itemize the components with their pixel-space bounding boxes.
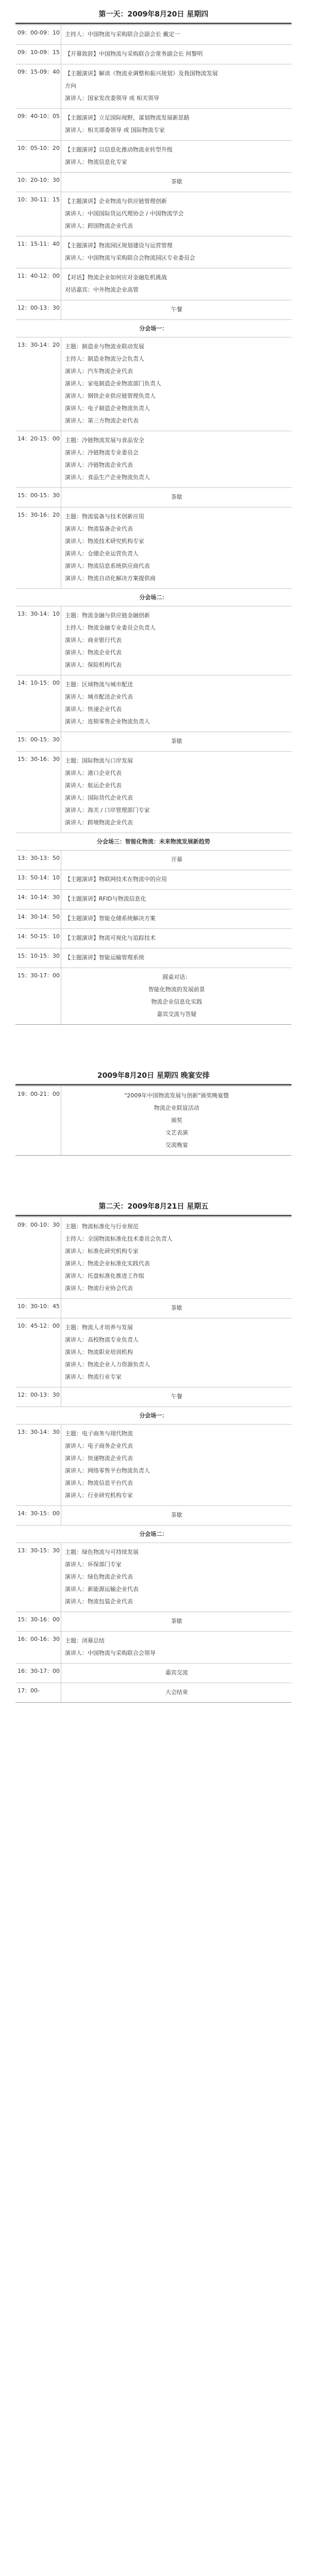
row-content <box>65 434 288 484</box>
row-time: 16：30-17：00 <box>18 1668 60 1674</box>
row-line: 演讲人：连锁零售企业物流负责人 <box>65 718 150 725</box>
row-line: 主题：闭幕总结 <box>65 1637 105 1644</box>
row-line: 演讲人：食品生产企业物流负责人 <box>65 474 150 481</box>
row-content <box>65 609 288 671</box>
row-content <box>65 303 288 316</box>
row-line: 演讲人：保险机构代表 <box>65 662 122 668</box>
row-line: 大会结束 <box>165 1689 188 1696</box>
row-line: 演讲人：网络零售平台物流负责人 <box>65 1467 150 1474</box>
row-line: 茶歇 <box>171 178 182 185</box>
day1-b-row <box>15 751 291 833</box>
day2-row <box>15 1217 291 1298</box>
day2-row <box>15 1387 291 1406</box>
row-line: 演讲人：相关部委领导 或 国际物流专家 <box>65 127 165 133</box>
row-content <box>65 873 288 886</box>
row-time: 09：10-09：15 <box>18 49 60 56</box>
row-line: 演讲人：汽车物流企业代表 <box>65 368 133 375</box>
row-content <box>65 511 288 585</box>
row-line: 智能化物流的发展前景 <box>148 986 205 993</box>
row-line: 演讲人：物流企业标准化实践代表 <box>65 1260 150 1267</box>
row-time: 16：00-16：30 <box>18 1636 60 1642</box>
row-line: 演讲人：物流自动化解决方案提供商 <box>65 575 156 582</box>
row-line: 演讲人：冷链物流企业代表 <box>65 462 133 468</box>
row-line: 演讲人：物流信息系统供应商代表 <box>65 563 150 569</box>
row-time: 15：00-15：30 <box>18 736 60 743</box>
section-bottom-rule <box>15 1024 291 1025</box>
row-time: 15：30-17：00 <box>18 972 60 979</box>
row-line: 主题：物流人才培养与发展 <box>65 1324 133 1331</box>
row-content <box>65 1686 288 1699</box>
day1-title-rule <box>15 23 291 24</box>
row-line: 演讲人：托盘标准化推进工作组 <box>65 1273 144 1279</box>
row-time: 15：10-15：30 <box>18 953 60 959</box>
row-line: 演讲人：中国物流与采购联合会领导 <box>65 1650 156 1656</box>
row-line: 主题：制造业与物流业联动发展 <box>65 343 144 350</box>
row-time: 14：10-15：00 <box>18 680 60 686</box>
row-time: 09：15-09：40 <box>18 69 60 75</box>
row-line: 演讲人：物流装备企业代表 <box>65 526 133 532</box>
row-line: 茶歇 <box>171 1512 182 1518</box>
row-line: 演讲人：中国国际货运代理协会 / 中国物流学会 <box>65 210 184 217</box>
row-line: 茶歇 <box>171 1304 182 1311</box>
row-line: 午餐 <box>171 1393 182 1400</box>
day2-title: 第二天：2009年8月21日 星期五 <box>98 1202 209 1211</box>
row-line: 文艺表演 <box>165 1129 188 1136</box>
row-time: 13：50-14：10 <box>18 874 60 881</box>
row-line: 演讲人：物流企业人力资源负责人 <box>65 1361 150 1368</box>
day1-a-row <box>15 507 291 588</box>
day1-c-row <box>15 870 291 889</box>
row-line: 主题：绿色物流与可持续发展 <box>65 1549 139 1555</box>
row-line: 演讲人：电子商务企业代表 <box>65 1443 133 1449</box>
row-line: 【主题演讲】解读《物流业调整和振兴规划》及我国物流发展 <box>65 70 218 77</box>
row-line: 物流企业信息化实践 <box>151 998 202 1005</box>
row-line: 嘉宾交流 <box>165 1669 188 1676</box>
row-content <box>65 240 288 264</box>
day1-c-row <box>15 968 291 1024</box>
row-line: 演讲人：海关 / 口岸管理部门专家 <box>65 807 150 814</box>
row-line: 主持人：制造业物流分会负责人 <box>65 355 144 362</box>
row-line: 【主题演讲】智能仓储系统解决方案 <box>65 915 156 922</box>
row-content <box>65 1090 288 1151</box>
row-line: 演讲人：跨国物流企业代表 <box>65 223 133 229</box>
row-time: 09：00-10：30 <box>18 1222 60 1228</box>
day1-c-row <box>15 850 291 870</box>
row-time: 13：30-14：10 <box>18 611 60 617</box>
row-time: 14：30-15：00 <box>18 1510 60 1517</box>
row-content <box>65 144 288 168</box>
day2-session-b-title: 分会场二： <box>15 1525 291 1543</box>
row-line: 演讲人：绿色物流企业代表 <box>65 1573 133 1580</box>
row-line: 演讲人：钢铁企业供应链管理负责人 <box>65 393 156 399</box>
row-line: 主题：物流装备与技术创新应用 <box>65 513 144 520</box>
row-time: 13：30-14：20 <box>18 342 60 348</box>
row-time: 15：30-16：30 <box>18 756 60 762</box>
day2-a-row <box>15 1424 291 1505</box>
row-line: 演讲人：中国物流与采购联合会物流园区专业委员会 <box>65 255 195 261</box>
row-line: 颁奖 <box>171 1117 182 1124</box>
row-content <box>65 893 288 905</box>
row-line: 演讲人：第三方物流企业代表 <box>65 417 139 424</box>
row-time: 14：30-14：50 <box>18 913 60 920</box>
day1-b-row <box>15 606 291 675</box>
row-content <box>65 1428 288 1502</box>
row-line: 演讲人：物流信息平台代表 <box>65 1480 133 1486</box>
day1-row <box>15 25 291 44</box>
row-line: 演讲人：国际货代企业代表 <box>65 794 133 801</box>
row-line: 演讲人：物流企业代表 <box>65 649 122 656</box>
row-line: 【对话】物流企业如何应对金融危机挑战 <box>65 274 167 281</box>
day2-a-row <box>15 1505 291 1525</box>
day1-c-row <box>15 948 291 968</box>
row-line: 演讲人：城市配送企业代表 <box>65 693 133 700</box>
row-line: 演讲人：跨境物流企业代表 <box>65 819 133 826</box>
row-line: 茶歇 <box>171 738 182 744</box>
row-content <box>65 1509 288 1521</box>
row-content <box>65 1615 288 1628</box>
row-line: 主题：国际物流与口岸发展 <box>65 757 133 764</box>
day1-row <box>15 300 291 319</box>
row-content <box>65 67 288 105</box>
row-time: 13：30-14：30 <box>18 1429 60 1435</box>
row-line: 演讲人：物流行业协会代表 <box>65 1285 133 1292</box>
row-line: 演讲人：航运企业代表 <box>65 782 122 789</box>
row-line: 演讲人：行业研究机构专家 <box>65 1492 133 1499</box>
day1-b-row <box>15 732 291 751</box>
day1-session-b-title: 分会场二： <box>15 588 291 606</box>
row-time: 15：30-16：20 <box>18 512 60 518</box>
row-line: 【主题演讲】RFID与物流信息化 <box>65 895 146 902</box>
row-line: 主题：电子商务与现代物流 <box>65 1430 133 1437</box>
row-content <box>65 1667 288 1679</box>
row-line: 演讲人：高校物流专业负责人 <box>65 1336 139 1343</box>
row-content <box>65 112 288 137</box>
row-line: 主题：区域物流与城市配送 <box>65 681 133 688</box>
day2-b-row <box>15 1612 291 1631</box>
day2-b-row <box>15 1683 291 1702</box>
row-time: 09：00-09：10 <box>18 29 60 36</box>
row-line: 主持人：物流金融专业委员会负责人 <box>65 624 156 631</box>
evening-title-rule <box>15 1084 291 1086</box>
row-content <box>65 48 288 60</box>
row-line: 演讲人：物流职业培训机构 <box>65 1349 133 1355</box>
day2-row <box>15 1298 291 1318</box>
row-time: 10：30-11：15 <box>18 196 60 203</box>
row-content <box>65 1391 288 1403</box>
row-line: 【主题演讲】立足国际视野，谋划物流发展新思路 <box>65 114 190 121</box>
row-time: 12：00-13：30 <box>18 304 60 311</box>
row-line: 主题：物流金融与供应链金融创新 <box>65 612 150 619</box>
row-time: 15：30-16：00 <box>18 1616 60 1623</box>
row-content <box>65 272 288 296</box>
row-content <box>65 491 288 503</box>
row-line: 主持人：中国物流与采购联合会副会长 戴定一 <box>65 31 180 38</box>
day2-title-rule <box>15 1215 291 1216</box>
row-line: 演讲人：物流信息化专家 <box>65 159 127 165</box>
day1-b-row <box>15 675 291 732</box>
day1-a-row <box>15 487 291 507</box>
day1-row <box>15 192 291 236</box>
day2-b-row <box>15 1543 291 1612</box>
row-time: 17：00- <box>18 1687 40 1694</box>
row-time: 14：20-15：00 <box>18 435 60 442</box>
row-line: 演讲人：标准化研究机构专家 <box>65 1248 139 1255</box>
day1-row <box>15 44 291 64</box>
day2-session-a-title: 分会场一： <box>15 1406 291 1424</box>
day1-session-c-title: 分会场三：智能化物流：未来物流发展新趋势 <box>15 833 291 850</box>
day2-b-row <box>15 1663 291 1683</box>
row-content <box>65 28 288 41</box>
row-time: 10：05-10：20 <box>18 145 60 151</box>
day2-row <box>15 1318 291 1387</box>
row-line: 方向 <box>65 82 76 89</box>
row-line: 演讲人：新能源运输企业代表 <box>65 1586 139 1592</box>
row-time: 15：00-15：30 <box>18 492 60 499</box>
row-line: 【主题演讲】物流可视化与追踪技术 <box>65 935 156 941</box>
row-content <box>65 1302 288 1314</box>
row-time: 10：45-12：00 <box>18 1323 60 1329</box>
row-time: 10：20-10：30 <box>18 177 60 183</box>
row-content <box>65 1546 288 1608</box>
row-line: 嘉宾交流与答疑 <box>157 1011 197 1018</box>
row-time: 10：30-10：45 <box>18 1303 60 1310</box>
day1-a-row <box>15 431 291 487</box>
row-line: 主持人：全国物流标准化技术委员会负责人 <box>65 1235 173 1242</box>
row-line: 茶歇 <box>171 494 182 500</box>
day1-c-row <box>15 909 291 928</box>
row-time: 14：10-14：30 <box>18 894 60 901</box>
row-content <box>65 755 288 829</box>
row-content <box>65 912 288 925</box>
row-content <box>65 1321 288 1383</box>
row-time: 19：00-21：00 <box>18 1091 60 1097</box>
day1-a-row <box>15 337 291 431</box>
evening-row <box>15 1086 291 1155</box>
day1-c-row <box>15 928 291 948</box>
day1-c-row <box>15 889 291 909</box>
day1-title: 第一天：2009年8月20日 星期四 <box>98 10 209 19</box>
row-line: 演讲人：国家发改委领导 或 相关领导 <box>65 95 159 101</box>
row-line: 演讲人：物流技术研究机构专家 <box>65 538 144 545</box>
row-content <box>65 176 288 188</box>
row-content <box>65 932 288 944</box>
row-line: 演讲人：电子制造企业物流负责人 <box>65 405 150 412</box>
section-bottom-rule <box>15 1702 291 1703</box>
row-line: 【主题演讲】企业物流与供应链管理创新 <box>65 198 167 205</box>
day1-row <box>15 268 291 300</box>
row-line: 【主题演讲】以信息化推动物流业转型升级 <box>65 146 173 153</box>
row-time: 11：40-12：00 <box>18 273 60 279</box>
evening-title: 2009年8月20日 星期四 晚宴安排 <box>97 1072 210 1080</box>
day2-b-row <box>15 1631 291 1663</box>
row-content <box>65 1635 288 1659</box>
row-content <box>65 679 288 728</box>
section-bottom-rule <box>15 1155 291 1156</box>
row-time: 12：00-13：30 <box>18 1392 60 1398</box>
row-content <box>65 1221 288 1295</box>
row-time: 11：15-11：40 <box>18 241 60 247</box>
row-line: 交流晚宴 <box>165 1142 188 1148</box>
day1-session-a-title: 分会场一： <box>15 319 291 337</box>
row-time: 13：30-15：30 <box>18 1547 60 1554</box>
row-line: 茶歇 <box>171 1618 182 1624</box>
row-content <box>65 735 288 748</box>
row-line: 演讲人：快递企业代表 <box>65 706 122 713</box>
row-content <box>65 952 288 964</box>
row-line: 演讲人：仓储企业运营负责人 <box>65 550 139 557</box>
row-line: 主题：物流标准化与行业规范 <box>65 1223 139 1230</box>
day1-row <box>15 236 291 268</box>
row-line: 演讲人：快递物流企业代表 <box>65 1455 133 1462</box>
row-line: 演讲人：家电制造企业物流部门负责人 <box>65 380 161 387</box>
row-line: "2009年中国物流发展与创新"颁奖晚宴暨 <box>124 1092 229 1099</box>
row-line: 【主题演讲】物联网技术在物流中的应用 <box>65 876 167 883</box>
day1-row <box>15 108 291 140</box>
row-line: 演讲人：冷链物流专业委员会 <box>65 449 139 456</box>
row-line: 演讲人：商业银行代表 <box>65 637 122 643</box>
row-line: 【主题演讲】智能运输管理系统 <box>65 954 144 961</box>
row-line: 【开幕致辞】中国物流与采购联合会常务副会长 何黎明 <box>65 50 203 57</box>
row-time: 13：30-13：50 <box>18 855 60 861</box>
row-line: 午餐 <box>171 306 182 313</box>
row-time: 14：50-15：10 <box>18 933 60 940</box>
row-line: 开幕 <box>171 856 182 863</box>
row-time: 09：40-10：05 <box>18 113 60 120</box>
day1-row <box>15 172 291 192</box>
row-content <box>65 854 288 866</box>
row-content <box>65 971 288 1021</box>
row-line: 演讲人：物流包装企业代表 <box>65 1598 133 1605</box>
row-content <box>65 195 288 232</box>
row-line: 圆桌对话： <box>162 974 191 980</box>
row-line: 物流企业联谊活动 <box>154 1105 199 1111</box>
row-line: 主题：冷链物流发展与食品安全 <box>65 437 144 444</box>
row-line: 演讲人：物流行业专家 <box>65 1374 122 1380</box>
day1-row <box>15 64 291 108</box>
row-content <box>65 341 288 427</box>
row-line: 对话嘉宾：中外物流企业高管 <box>65 286 139 293</box>
row-line: 演讲人：环保部门专家 <box>65 1561 122 1568</box>
day1-row <box>15 140 291 172</box>
row-line: 演讲人：港口企业代表 <box>65 770 122 776</box>
row-line: 【主题演讲】物流园区规划建设与运营管理 <box>65 242 173 249</box>
